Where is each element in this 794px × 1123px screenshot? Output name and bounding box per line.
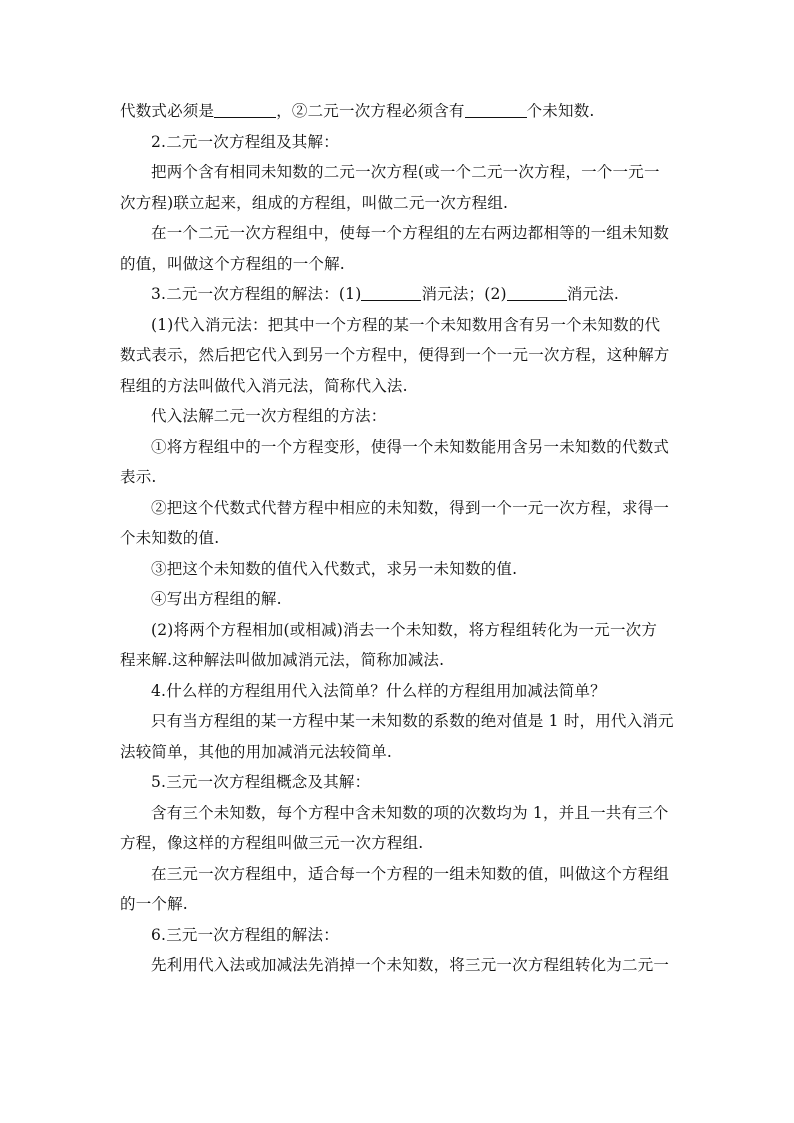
paragraph-line: 个未知数的值.: [120, 529, 220, 547]
text-segment: 个未知数.: [526, 102, 595, 120]
section-heading-4: 4.什么样的方程组用代入法简单？什么样的方程组用加减法简单？: [151, 681, 606, 700]
text-segment: 3.二元一次方程组的解法：(1): [151, 285, 362, 303]
paragraph-line: 把两个含有相同未知数的二元一次方程(或一个二元一次方程，一个一元一: [151, 163, 660, 181]
paragraph-line: 在三元一次方程组中，适合每一个方程的一组未知数的值，叫做这个方程组: [151, 864, 670, 883]
paragraph-line: 程来解.这种解法叫做加减消元法，简称加减法.: [120, 651, 445, 669]
text-segment: ，②二元一次方程必须含有: [276, 102, 465, 120]
paragraph-line: 的一个解.: [120, 895, 188, 913]
section-heading-3: [120, 279, 676, 310]
fill-in-blank: [507, 282, 567, 301]
fill-in-blank: [465, 99, 527, 118]
line-blanks-1: [120, 96, 676, 127]
paragraph-line: ③把这个未知数的值代入代数式，求另一未知数的值.: [151, 559, 518, 578]
paragraph-line: 数式表示，然后把它代入到另一个方程中，便得到一个一元一次方程，这种解方: [120, 346, 670, 364]
paragraph-line: 方程，像这样的方程组叫做三元一次方程组.: [120, 834, 424, 852]
paragraph-line: ①将方程组中的一个方程变形，使得一个未知数能用含另一未知数的代数式: [151, 437, 670, 456]
paragraph-line: 的值，叫做这个方程组的一个解.: [120, 254, 345, 273]
fill-in-blank: [361, 282, 421, 301]
paragraph-line: 表示.: [120, 468, 157, 486]
section-heading-2: 2.二元一次方程组及其解：: [151, 132, 339, 151]
paragraph-line: (1)代入消元法：把其中一个方程的某一个未知数用含有另一个未知数的代: [151, 315, 661, 334]
paragraph-line: ④写出方程组的解.: [151, 590, 282, 608]
document-page: [120, 96, 676, 981]
text-segment: 消元法.: [566, 285, 620, 303]
paragraph-line: 法较简单，其他的用加减消元法较简单.: [120, 742, 393, 761]
paragraph-line: ②把这个代数式代替方程中相应的未知数，得到一个一元一次方程，求得一: [151, 498, 670, 517]
section-heading-5: 5.三元一次方程组概念及其解：: [151, 773, 371, 791]
paragraph-line: 含有三个未知数，每个方程中含未知数的项的次数均为 1，并且一共有三个: [151, 803, 669, 822]
text-segment: 代数式必须是: [120, 102, 215, 120]
text-segment: 消元法；(2): [421, 285, 507, 303]
paragraph-line: 在一个二元一次方程组中，使每一个方程组的左右两边都相等的一组未知数: [151, 224, 670, 242]
section-heading-6: 6.三元一次方程组的解法：: [151, 925, 339, 944]
paragraph-line: 先利用代入法或加减法先消掉一个未知数，将三元一次方程组转化为二元一: [151, 956, 670, 974]
paragraph-line: (2)将两个方程相加(或相减)消去一个未知数，将方程组转化为一元一次方: [151, 620, 658, 639]
paragraph-line: 只有当方程组的某一方程中某一未知数的系数的绝对值是 1 时，用代入消元: [151, 712, 674, 730]
paragraph-line: 次方程)联立起来，组成的方程组，叫做二元一次方程组.: [120, 193, 509, 212]
paragraph-line: 代入法解二元一次方程组的方法：: [151, 407, 387, 425]
paragraph-line: 程组的方法叫做代入消元法，简称代入法.: [120, 376, 408, 395]
fill-in-blank: [214, 99, 276, 118]
